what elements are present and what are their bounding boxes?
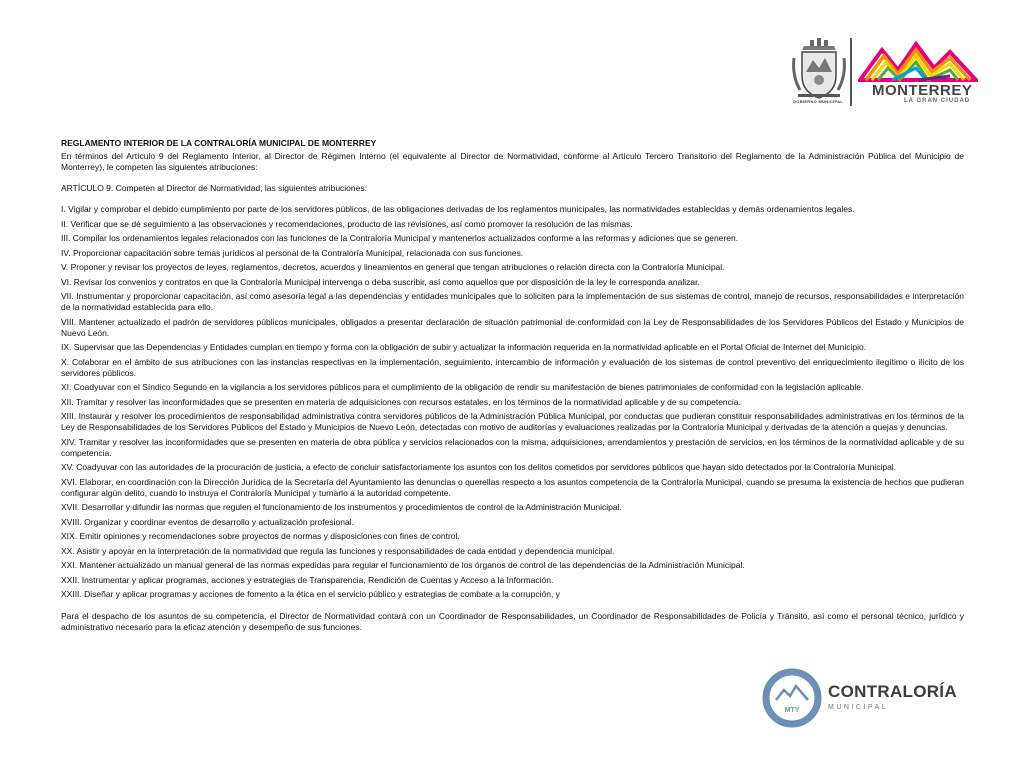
contraloria-ring-icon bbox=[762, 668, 822, 728]
closing-paragraph: Para el despacho de los asuntos de su competencia, el Director de Normatividad contará con un Coordinador de Responsabilidades, un Coordinador de Responsabilidades de Policía y Tránsito, así como el personal técnico, jurídico y administrativo necesario para la eficaz atención y desempeño de sus funciones. bbox=[61, 611, 964, 632]
intro-paragraph: En términos del Artículo 9 del Reglamento Interior, al Director de Régimen Interno (el equivalente al Director de Normatividad, conforme al Artículo Tercero Transitorio del Reglamento de la Administración Pública del Municipio de Monterrey), le competen las siguientes atribuciones: bbox=[61, 151, 964, 172]
shield-caption: GOBIERNO MUNICIPAL bbox=[792, 99, 844, 104]
logo-subtitle: LA GRAN CIUDAD bbox=[904, 98, 971, 104]
logo-divider bbox=[850, 38, 852, 106]
list-item: II. Verificar que se dé seguimiento a las observaciones y recomendaciones, producto de las revisiones, así como promover la resolución de las mismas. bbox=[61, 218, 633, 229]
ring-text: MTY bbox=[784, 707, 800, 714]
list-item: XV. Coadyuvar con las autoridades de la procuración de justicia, a efecto de concluir satisfactoriamente los asuntos con los delitos cometidos por servidores públicos que hayan sido detectados por la Contraloría Municipal. bbox=[61, 462, 897, 472]
list-item: III. Compilar los ordenamientos legales relacionados con las funciones de la Contraloría Municipal y mantenerlos actualizados conforme a las reformas y adiciones que se generen. bbox=[61, 233, 739, 243]
list-item: XXIII. Diseñar y aplicar programas y acciones de fomento a la ética en el servicio público y estrategias de combate a la corrupción, y bbox=[61, 589, 560, 599]
list-item: V. Proponer y revisar los proyectos de leyes, reglamentos, decretos, acuerdos y lineamientos en general que tengan atribuciones o relación directa con la Contraloría Municipal. bbox=[61, 262, 725, 272]
list-item: XXI. Mantener actualizado un manual general de las normas expedidas para regular el funcionamiento de los órganos de control de las dependencias de la Administración Municipal. bbox=[61, 560, 745, 570]
list-item: XXII. Instrumentar y aplicar programas, acciones y estrategias de Transparencia, Rendición de Cuentas y Acceso a la Información. bbox=[61, 574, 554, 585]
contraloria-logo bbox=[762, 668, 962, 730]
list-item: VII. Instrumentar y proporcionar capacitación, así como asesoría legal a las dependencias y entidades municipales que lo soliciten para la implementación de sus sistemas de control, manejo de recursos, responsabilidades e interpretación de la normatividad establecida para ello. bbox=[61, 291, 964, 312]
contraloria-title: CONTRALORÍA bbox=[828, 682, 957, 701]
attributions-list bbox=[61, 204, 964, 600]
logo-title: MONTERREY bbox=[872, 82, 973, 99]
contraloria-subtitle: MUNICIPAL bbox=[828, 704, 889, 711]
list-item: XIX. Emitir opiniones y recomendaciones sobre proyectos de normas y disposiciones con fines de control. bbox=[61, 531, 460, 541]
list-item: X. Colaborar en el ámbito de sus atribuciones con las instancias respectivas en la implementación, seguimiento, intercambio de información y evaluación de los sistemas de control preventivo del enriquecimiento ilegítimo o ilícito de los servidores públicos. bbox=[61, 356, 964, 378]
list-item: VI. Revisar los convenios y contratos en que la Contraloría Municipal intervenga o deba suscribir, así como aquellos que por disposición de la ley le corresponda analizar. bbox=[61, 276, 700, 287]
document-title: REGLAMENTO INTERIOR DE LA CONTRALORÍA MUNICIPAL DE MONTERREY bbox=[61, 138, 377, 148]
list-item: IX. Supervisar que las Dependencias y Entidades cumplan en tiempo y forma con la obligación de subir y actualizar la información requerida en la normatividad aplicable en el Portal Oficial de Internet del Municipio. bbox=[61, 342, 867, 352]
list-item: XVI. Elaborar, en coordinación con la Dirección Jurídica de la Secretaría del Ayuntamiento las denuncias o querellas respecto a los asuntos competencia de la Contraloría Municipal, cuando se presuma la existencia de hechos que pudieran configurar algún delito, cuando lo instruya el Contraloría Municipal y turnarlo a la autoridad competente. bbox=[61, 476, 964, 498]
header-logos bbox=[786, 36, 986, 112]
list-item: XX. Asistir y apoyar en la interpretación de la normatividad que regula las funciones y responsabilidades de cada entidad y dependencia municipal. bbox=[61, 545, 615, 556]
list-item: XII. Tramitar y resolver las inconformidades que se presenten en materia de adquisiciones con recursos estatales, en los términos de la normatividad aplicable y de su competencia. bbox=[61, 396, 741, 407]
list-item: IV. Proporcionar capacitación sobre temas jurídicos al personal de la Contraloría Municipal, relacionada con sus funciones. bbox=[61, 247, 524, 258]
list-item: I. Vigilar y comprobar el debido cumplimiento por parte de los servidores públicos, de las obligaciones derivadas de los reglamentos municipales, las normatividades establecidas y demás ordenamientos legales. bbox=[61, 204, 855, 214]
list-item: VIII. Mantener actualizado el padrón de servidores públicos municipales, obligados a presentar declaración de situación patrimonial de conformidad con la Ley de Responsabilidades de los Servidores Públicos del Estado y Municipios de Nuevo León. bbox=[61, 316, 964, 338]
document-body bbox=[61, 138, 964, 633]
list-item: XIV. Tramitar y resolver las inconformidades que se presenten en materia de obra pública y servicios relacionados con la misma, adquisiciones, arrendamientos y prestación de servicios, en los términos de la normatividad aplicable y de su competencia. bbox=[61, 436, 964, 458]
list-item: XI. Coadyuvar con el Síndico Segundo en la vigilancia a los servidores públicos para el cumplimiento de la obligación de rendir su manifestación de bienes patrimoniales de conformidad con la legislación aplicable. bbox=[61, 382, 864, 392]
list-item: XVIII. Organizar y coordinar eventos de desarrollo y actualización profesional. bbox=[61, 516, 354, 527]
coat-of-arms-icon bbox=[790, 36, 848, 108]
list-item: XVII. Desarrollar y difundir las normas que regulen el funcionamiento de los instrumentos y procedimientos de control de la Administración Municipal. bbox=[61, 502, 622, 512]
list-item: XIII. Instaurar y resolver los procedimientos de responsabilidad administrativa contra servidores públicos de la Administración Pública Municipal, por conductas que pudieran constituir responsabilidades administrativas en los términos de la Ley de Responsabilidades de los Servidores Públicos del Estado y Municipios de Nuevo León, detectadas con motivo de auditorías y evaluaciones realizadas por la Contraloría Municipal y derivadas de la atención a quejas y denuncias. bbox=[61, 411, 964, 432]
article-heading: ARTÍCULO 9. Competen al Director de Normatividad, las siguientes atribuciones: bbox=[61, 183, 367, 193]
monterrey-mountains-icon bbox=[858, 40, 978, 84]
